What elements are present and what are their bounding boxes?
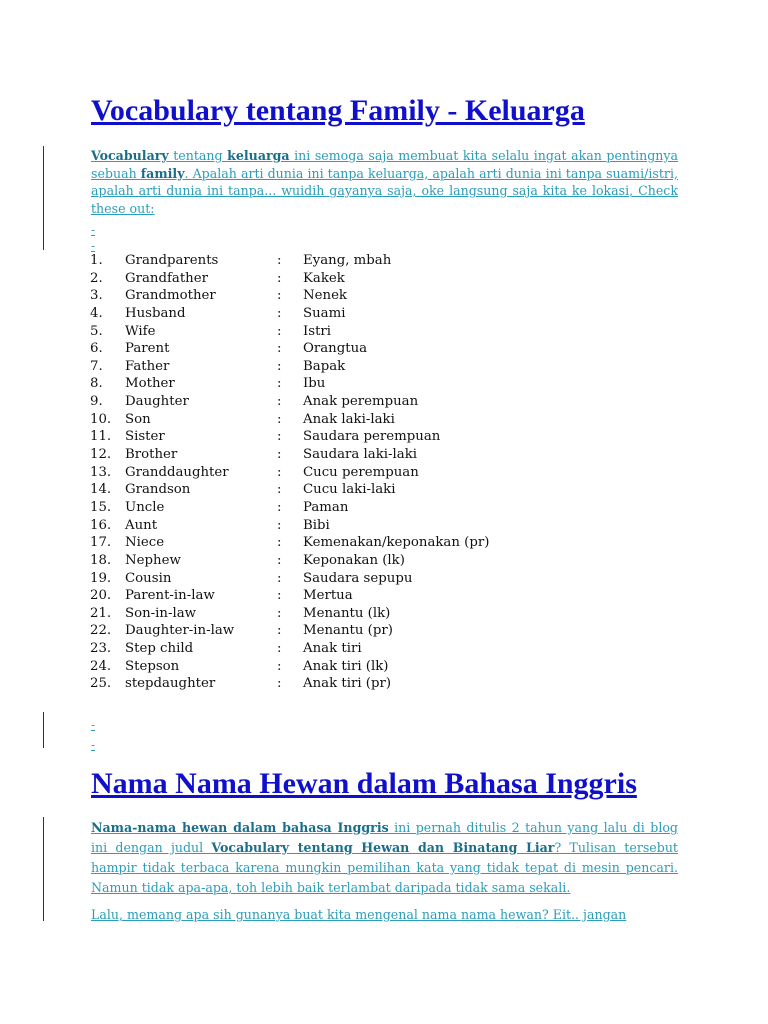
intro-bold-family[interactable]: family	[140, 165, 185, 181]
list-item-separator: :	[277, 658, 282, 674]
list-item-indonesian: Keponakan (lk)	[303, 552, 405, 568]
list-item-english: Grandmother	[125, 288, 216, 304]
list-item-number: 20.	[90, 588, 112, 604]
list-item-separator: :	[277, 411, 282, 427]
list-item-english: Daughter-in-law	[125, 623, 235, 639]
list-item-separator: :	[277, 376, 282, 392]
list-item-english: stepdaughter	[125, 676, 216, 692]
list-item-indonesian: Anak tiri (lk)	[303, 658, 389, 674]
intro-text: ? Tulisan tersebut hampir tidak terbaca karena mungkin pemilihan kata yang tidak tepat di mesin pencari. Namun tidak apa-apa, toh lebih baik terlambat daripada tidak sama sekali.	[91, 840, 678, 895]
list-item-indonesian: Anak tiri	[303, 641, 362, 657]
dash-link[interactable]: -	[91, 223, 96, 237]
list-item-english: Daughter	[125, 394, 189, 410]
list-item-separator: :	[277, 288, 282, 304]
list-item-indonesian: Suami	[303, 305, 346, 321]
list-item-indonesian: Bapak	[303, 358, 346, 374]
list-item-separator: :	[277, 588, 282, 604]
list-item-english: Parent	[125, 341, 170, 357]
list-item-indonesian: Saudara perempuan	[303, 429, 441, 445]
intro-text: ini pernah ditulis 2 tahun yang lalu di blog ini dengan judul	[91, 820, 678, 855]
list-item-english: Mother	[125, 376, 175, 392]
list-item-number: 6.	[90, 341, 103, 357]
list-item-english: Parent-in-law	[125, 588, 215, 604]
list-item-indonesian: Menantu (pr)	[303, 623, 393, 639]
list-item-separator: :	[277, 341, 282, 357]
list-item-indonesian: Anak laki-laki	[303, 411, 395, 427]
list-item-english: Son-in-law	[125, 605, 197, 621]
list-item-english: Son	[125, 411, 151, 427]
list-item-english: Nephew	[125, 552, 181, 568]
list-item-number: 5.	[90, 323, 103, 339]
list-item-indonesian: Cucu laki-laki	[303, 482, 396, 498]
list-item-english: Step child	[125, 641, 194, 657]
list-item-separator: :	[277, 676, 282, 692]
list-item-number: 22.	[90, 623, 112, 639]
list-item-english: Aunt	[125, 517, 158, 533]
list-item-english: Grandfather	[125, 270, 208, 286]
list-item-number: 10.	[90, 411, 112, 427]
intro-bold-vocabulary-hewan[interactable]: Vocabulary tentang Hewan dan Binatang Liar	[211, 840, 555, 855]
list-item-number: 25.	[90, 676, 112, 692]
list-item-indonesian: Orangtua	[303, 341, 368, 357]
list-item-number: 16.	[90, 517, 112, 533]
list-item-number: 15.	[90, 499, 112, 515]
list-item-indonesian: Eyang, mbah	[303, 253, 392, 268]
list-item-number: 7.	[90, 358, 103, 374]
intro-bold-keluarga[interactable]: keluarga	[227, 148, 290, 163]
list-item-number: 3.	[90, 288, 103, 304]
list-item-separator: :	[277, 358, 282, 374]
list-item-number: 17.	[90, 535, 112, 551]
section-title-animals[interactable]: Nama Nama Hewan dalam Bahasa Inggris	[91, 767, 637, 800]
list-item-indonesian: Saudara laki-laki	[303, 447, 418, 463]
list-item-indonesian: Nenek	[303, 288, 347, 304]
list-item-number: 14.	[90, 482, 112, 498]
list-item-english: Niece	[125, 535, 165, 551]
intro-paragraph-family[interactable]	[91, 147, 678, 217]
list-item-indonesian: Menantu (lk)	[303, 605, 391, 621]
section-title-family[interactable]: Vocabulary tentang Family - Keluarga	[91, 94, 585, 127]
list-item-english: Father	[125, 358, 170, 374]
list-item-indonesian: Paman	[303, 499, 349, 515]
list-item-indonesian: Kemenakan/keponakan (pr)	[303, 535, 490, 551]
list-item-indonesian: Saudara sepupu	[303, 570, 413, 586]
list-item-english: Husband	[125, 305, 186, 321]
list-item-english: Brother	[125, 447, 178, 463]
list-item-english: Sister	[125, 429, 165, 445]
list-item-number: 9.	[90, 394, 103, 410]
list-item-english: Uncle	[125, 499, 165, 515]
list-item-separator: :	[277, 429, 282, 445]
list-item-separator: :	[277, 482, 282, 498]
list-item-number: 23.	[90, 641, 112, 657]
list-item-separator: :	[277, 499, 282, 515]
list-item-separator: :	[277, 552, 282, 568]
list-item-indonesian: Kakek	[303, 270, 345, 286]
list-item-indonesian: Anak perempuan	[303, 394, 419, 410]
list-item-separator: :	[277, 464, 282, 480]
list-item-number: 24.	[90, 658, 112, 674]
list-item-separator: :	[277, 394, 282, 410]
list-item-number: 19.	[90, 570, 112, 586]
list-item-separator: :	[277, 253, 282, 268]
list-item-separator: :	[277, 641, 282, 657]
intro-bold-vocabulary[interactable]: Vocabulary	[91, 148, 169, 163]
dash-link[interactable]: -	[91, 718, 96, 732]
margin-bar	[43, 712, 44, 748]
list-item-number: 1.	[90, 253, 103, 268]
list-item-number: 12.	[90, 447, 112, 463]
margin-bar	[43, 817, 44, 921]
list-item-number: 11.	[90, 429, 112, 445]
intro-bold-nama-hewan[interactable]: Nama-nama hewan dalam bahasa Inggris	[91, 820, 389, 835]
margin-bar	[43, 146, 44, 250]
intro-text: ini semoga saja membuat kita selalu ingat akan pentingnya sebuah	[91, 148, 678, 181]
intro-text: tentang	[168, 148, 228, 163]
list-item-separator: :	[277, 270, 282, 286]
list-item-english: Wife	[125, 323, 156, 339]
list-item-separator: :	[277, 323, 282, 339]
list-item-indonesian: Bibi	[303, 517, 330, 533]
list-item-separator: :	[277, 570, 282, 586]
intro-text: . Apalah arti dunia ini tanpa keluarga, apalah arti dunia ini tanpa suami/istri, apalah arti dunia ini tanpa... wuidih gayanya saja, oke langsung saja kita ke lokasi, Check these out:	[91, 165, 678, 216]
list-item-number: 21.	[90, 605, 112, 621]
list-item-indonesian: Istri	[303, 323, 332, 339]
list-item-english: Grandson	[125, 482, 191, 498]
list-item-separator: :	[277, 623, 282, 639]
list-item-indonesian: Anak tiri (pr)	[303, 676, 392, 692]
list-item-separator: :	[277, 517, 282, 533]
list-item-number: 8.	[90, 376, 103, 392]
second-paragraph-animals[interactable]: Lalu, memang apa sih gunanya buat kita mengenal nama nama hewan? Eit.. jangan	[91, 907, 627, 922]
list-item-separator: :	[277, 447, 282, 463]
list-item-english: Cousin	[125, 570, 172, 586]
dash-link[interactable]: -	[91, 239, 96, 253]
list-item-english: Grandparents	[125, 253, 219, 268]
list-item-number: 4.	[90, 305, 103, 321]
list-item-separator: :	[277, 535, 282, 551]
list-item-number: 2.	[90, 270, 103, 286]
list-item-english: Stepson	[125, 658, 180, 674]
list-item-separator: :	[277, 605, 282, 621]
list-item-indonesian: Mertua	[303, 588, 353, 604]
list-item-indonesian: Cucu perempuan	[303, 464, 419, 480]
list-item-indonesian: Ibu	[303, 376, 326, 392]
list-item-english: Granddaughter	[125, 464, 229, 480]
list-item-number: 13.	[90, 464, 112, 480]
list-item-separator: :	[277, 305, 282, 321]
intro-paragraph-animals[interactable]	[91, 818, 678, 898]
dash-link[interactable]: -	[91, 738, 96, 752]
list-item-number: 18.	[90, 552, 112, 568]
